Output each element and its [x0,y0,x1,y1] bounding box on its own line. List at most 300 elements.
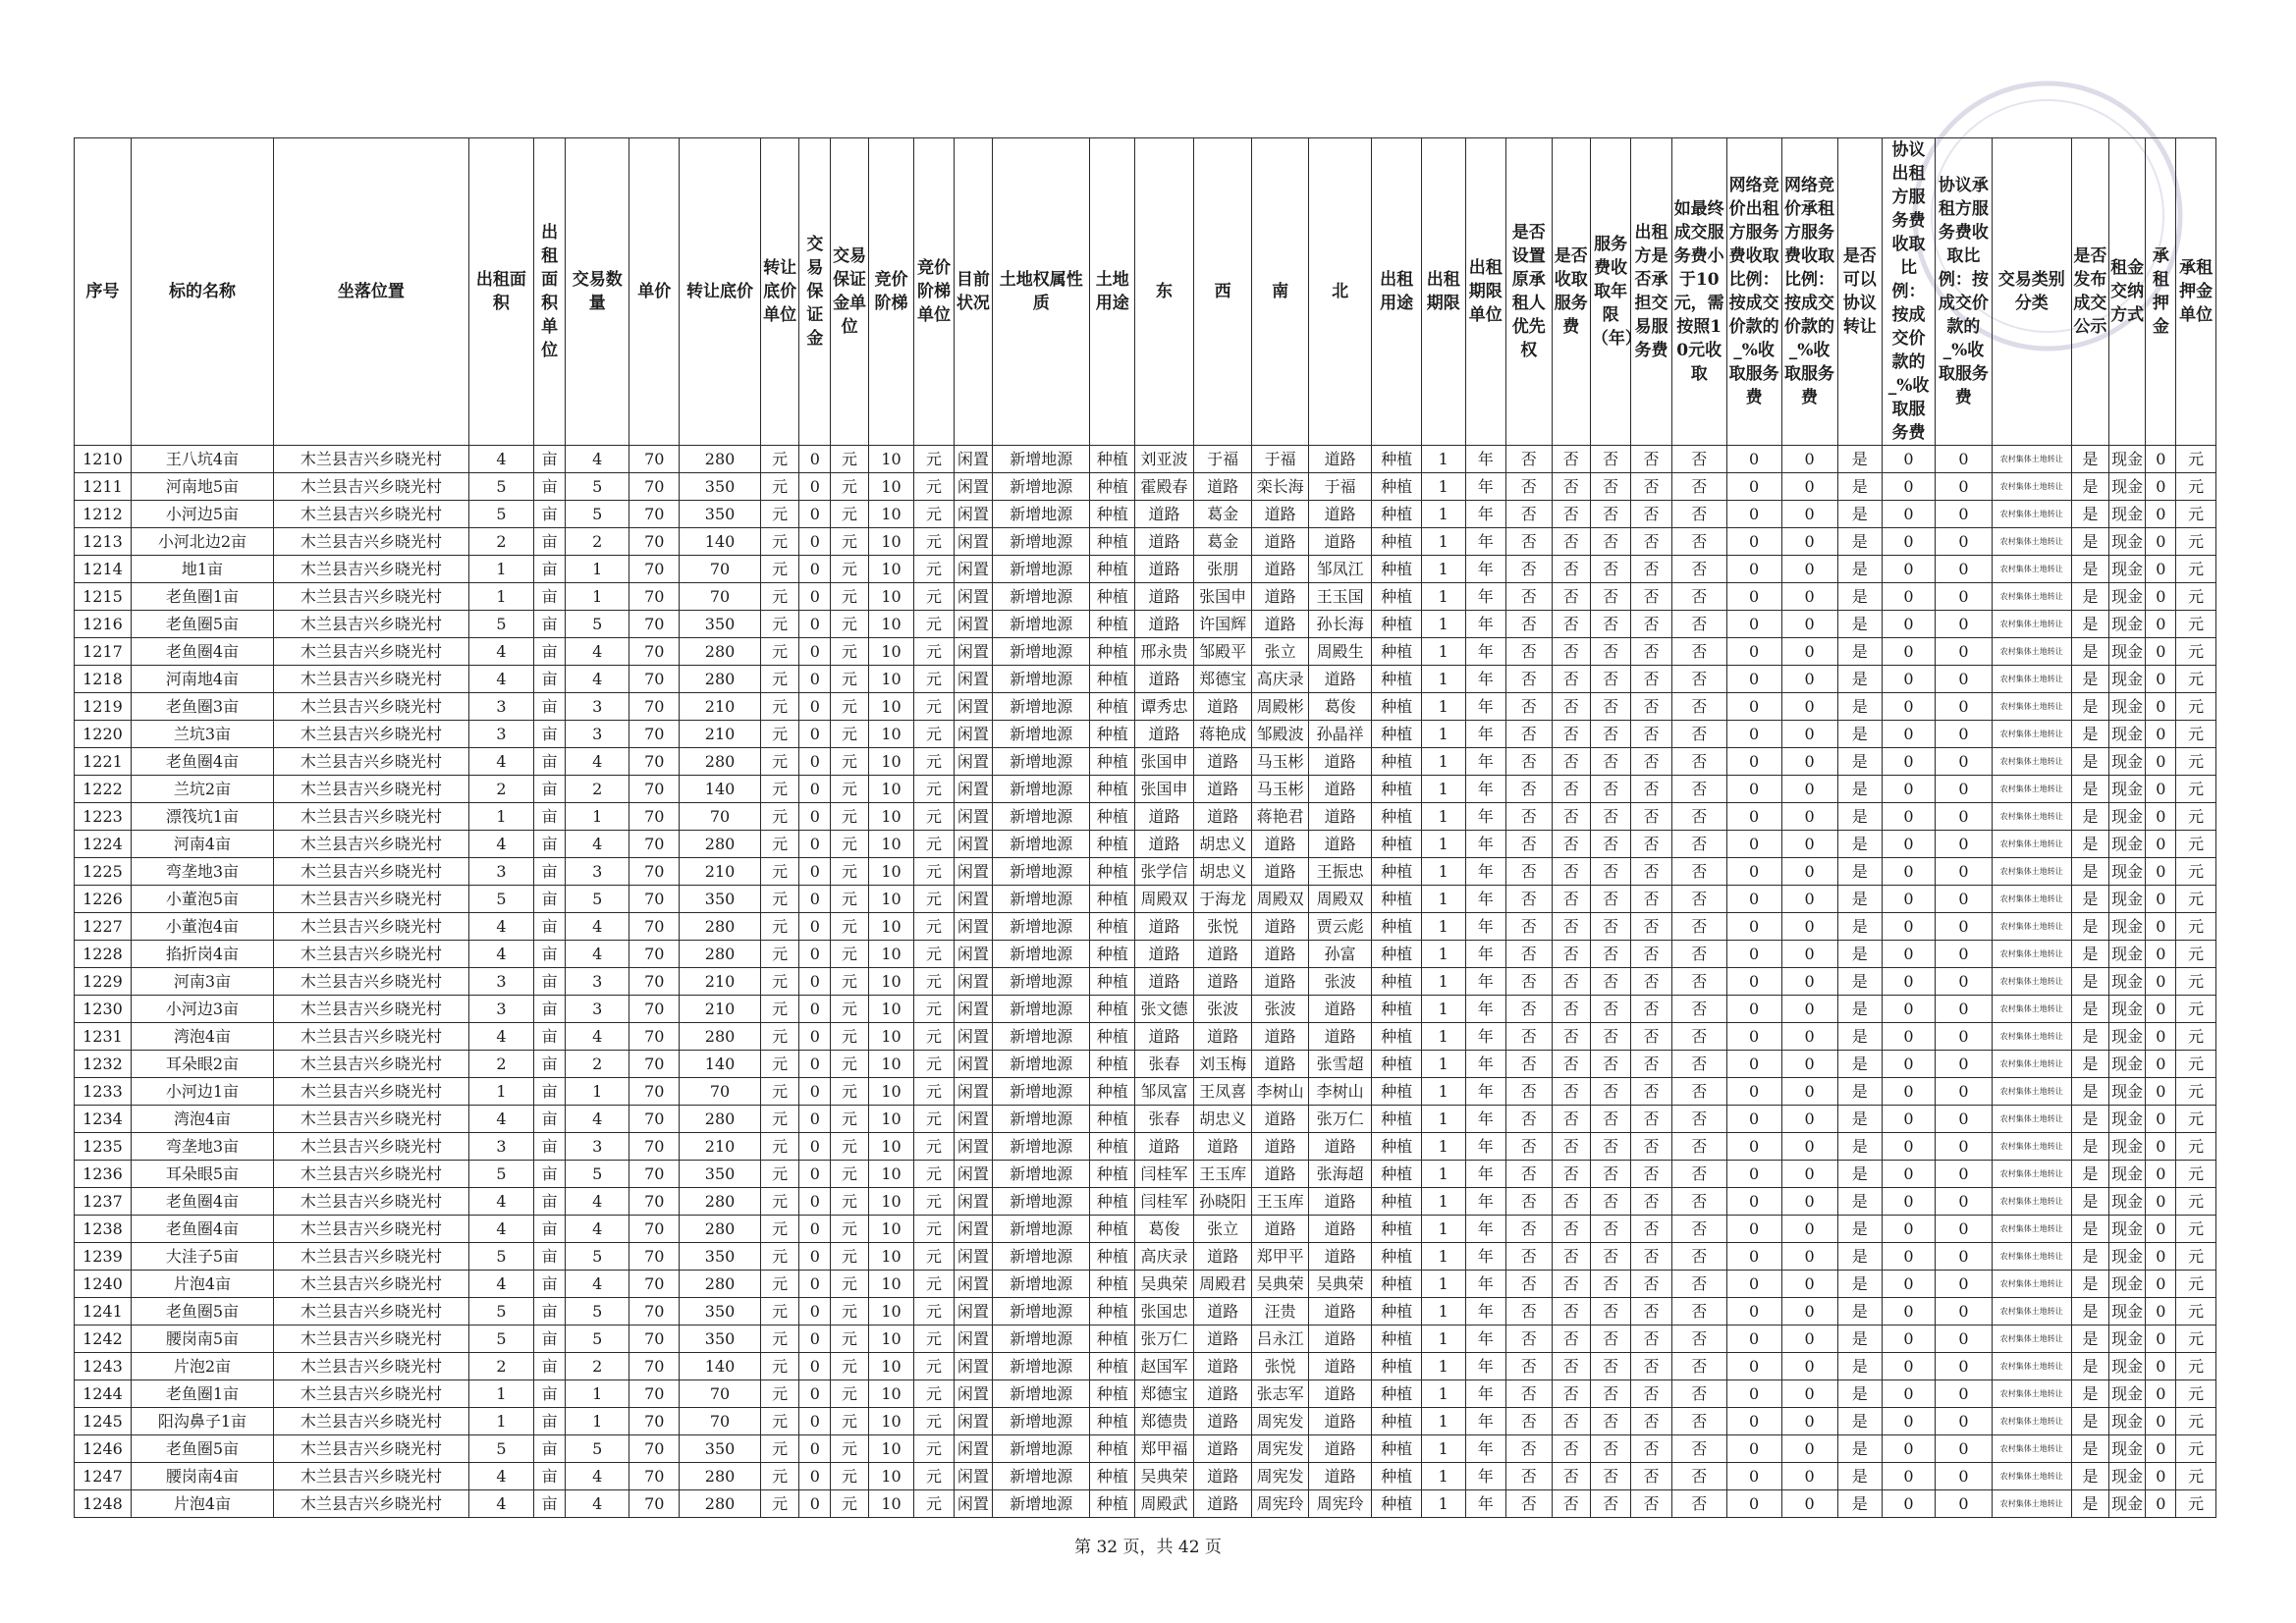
payment-method-cell: 现金 [2109,1490,2146,1518]
reserve-price-cell: 70 [680,1408,761,1435]
boundary-south-cell: 道路 [1252,1106,1309,1133]
deposit-cell: 0 [799,941,831,968]
lease-term-cell: 1 [1422,693,1466,721]
area-unit-cell: 亩 [534,968,566,996]
priority-right-cell: 否 [1505,583,1552,611]
online-lessor-fee-cell: 0 [1726,1188,1781,1216]
row-number-cell: 1238 [75,1216,132,1243]
location-cell: 木兰县吉兴乡晓光村 [273,1051,468,1078]
reserve-price-cell: 210 [680,721,761,748]
priority-right-cell: 否 [1505,446,1552,473]
reserve-price-cell: 70 [680,803,761,831]
parcel-name-cell: 掐折岗4亩 [131,941,273,968]
online-lessor-fee-cell: 0 [1726,913,1781,941]
deposit-unit-cell: 元 [831,1435,868,1463]
reserve-price-cell: 280 [680,1271,761,1298]
boundary-east-cell: 道路 [1135,913,1194,941]
transaction-category-cell: 农村集体土地转让 [1992,1051,2071,1078]
service-fee-cell: 否 [1552,1435,1590,1463]
min-fee-cell: 否 [1671,666,1726,693]
agreement-lessee-fee-cell: 0 [1935,666,1992,693]
online-lessee-fee-cell: 0 [1781,1325,1837,1353]
deposit-cell: 0 [799,1106,831,1133]
column-header: 服务费收取年限（年） [1590,138,1630,446]
payment-method-cell: 现金 [2109,1188,2146,1216]
service-fee-cell: 否 [1552,1161,1590,1188]
parcel-name-cell: 小河边3亩 [131,996,273,1023]
min-fee-cell: 否 [1671,1353,1726,1380]
boundary-west-cell: 胡忠义 [1194,858,1252,886]
deposit-amount-unit-cell: 元 [2176,996,2216,1023]
deposit-unit-cell: 元 [831,996,868,1023]
table-row [75,611,2216,638]
row-number-cell: 1242 [75,1325,132,1353]
priority-right-cell: 否 [1505,1380,1552,1408]
priority-right-cell: 否 [1505,886,1552,913]
min-fee-cell: 否 [1671,1023,1726,1051]
lease-use-cell: 种植 [1372,1380,1422,1408]
boundary-west-cell: 邹殿平 [1194,638,1252,666]
area-unit-cell: 亩 [534,1243,566,1271]
lease-term-cell: 1 [1422,1161,1466,1188]
quantity-cell: 5 [566,886,629,913]
lease-use-cell: 种植 [1372,1023,1422,1051]
boundary-east-cell: 刘亚波 [1135,446,1194,473]
transaction-category-cell: 农村集体土地转让 [1992,1380,2071,1408]
agreement-lessor-fee-cell: 0 [1883,1380,1936,1408]
quantity-cell: 4 [566,748,629,776]
current-status-cell: 闲置 [954,1188,992,1216]
lease-use-cell: 种植 [1372,968,1422,996]
agreement-lessee-fee-cell: 0 [1935,1051,1992,1078]
agreement-lessor-fee-cell: 0 [1883,638,1936,666]
online-lessee-fee-cell: 0 [1781,1051,1837,1078]
deposit-amount-cell: 0 [2146,1023,2176,1051]
column-header: 坐落位置 [273,138,468,446]
boundary-south-cell: 道路 [1252,913,1309,941]
transaction-category-cell: 农村集体土地转让 [1992,1023,2071,1051]
reserve-price-cell: 280 [680,941,761,968]
unit-price-cell: 70 [629,611,680,638]
deposit-amount-cell: 0 [2146,1243,2176,1271]
area-unit-cell: 亩 [534,941,566,968]
row-number-cell: 1234 [75,1106,132,1133]
payment-method-cell: 现金 [2109,611,2146,638]
deposit-amount-unit-cell: 元 [2176,528,2216,556]
reserve-price-unit-cell: 元 [760,1133,798,1161]
area-unit-cell: 亩 [534,583,566,611]
bid-step-unit-cell: 元 [914,693,954,721]
payment-method-cell: 现金 [2109,556,2146,583]
location-cell: 木兰县吉兴乡晓光村 [273,968,468,996]
bid-step-unit-cell: 元 [914,1023,954,1051]
deposit-cell: 0 [799,886,831,913]
payment-method-cell: 现金 [2109,1078,2146,1106]
area-unit-cell: 亩 [534,1161,566,1188]
parcel-name-cell: 湾泡4亩 [131,1106,273,1133]
boundary-east-cell: 郑德贵 [1135,1408,1194,1435]
boundary-east-cell: 周殿双 [1135,886,1194,913]
bid-step-unit-cell: 元 [914,776,954,803]
parcel-name-cell: 老鱼圈1亩 [131,583,273,611]
boundary-east-cell: 道路 [1135,666,1194,693]
agreement-lessor-fee-cell: 0 [1883,611,1936,638]
location-cell: 木兰县吉兴乡晓光村 [273,1161,468,1188]
fee-years-cell: 否 [1590,886,1630,913]
online-lessee-fee-cell: 0 [1781,638,1837,666]
deposit-unit-cell: 元 [831,886,868,913]
table-row [75,1078,2216,1106]
priority-right-cell: 否 [1505,858,1552,886]
area-unit-cell: 亩 [534,1298,566,1325]
service-fee-cell: 否 [1552,913,1590,941]
boundary-north-cell: 孙长海 [1309,611,1372,638]
deposit-unit-cell: 元 [831,1243,868,1271]
land-ownership-cell: 新增地源 [993,1078,1090,1106]
bid-step-cell: 10 [868,968,914,996]
boundary-east-cell: 邹凤富 [1135,1078,1194,1106]
agreement-lessee-fee-cell: 0 [1935,1161,1992,1188]
land-ownership-cell: 新增地源 [993,858,1090,886]
parcel-name-cell: 弯垄地3亩 [131,1133,273,1161]
agreement-transfer-cell: 是 [1837,1325,1883,1353]
online-lessor-fee-cell: 0 [1726,1051,1781,1078]
column-header: 是否收取服务费 [1552,138,1590,446]
lease-term-cell: 1 [1422,941,1466,968]
online-lessee-fee-cell: 0 [1781,1435,1837,1463]
deposit-unit-cell: 元 [831,721,868,748]
quantity-cell: 5 [566,1298,629,1325]
unit-price-cell: 70 [629,721,680,748]
unit-price-cell: 70 [629,1106,680,1133]
agreement-lessee-fee-cell: 0 [1935,1325,1992,1353]
lease-use-cell: 种植 [1372,611,1422,638]
area-unit-cell: 亩 [534,1490,566,1518]
publish-result-cell: 是 [2071,1133,2108,1161]
online-lessee-fee-cell: 0 [1781,1298,1837,1325]
priority-right-cell: 否 [1505,1408,1552,1435]
fee-years-cell: 否 [1590,1271,1630,1298]
area-cell: 5 [468,611,533,638]
deposit-cell: 0 [799,1271,831,1298]
agreement-lessee-fee-cell: 0 [1935,473,1992,501]
lease-use-cell: 种植 [1372,1051,1422,1078]
bid-step-cell: 10 [868,1161,914,1188]
online-lessor-fee-cell: 0 [1726,721,1781,748]
boundary-east-cell: 郑甲福 [1135,1435,1194,1463]
boundary-north-cell: 孙富 [1309,941,1372,968]
deposit-unit-cell: 元 [831,1463,868,1490]
column-header: 序号 [75,138,132,446]
fee-years-cell: 否 [1590,748,1630,776]
transaction-category-cell: 农村集体土地转让 [1992,886,2071,913]
boundary-north-cell: 道路 [1309,666,1372,693]
deposit-amount-unit-cell: 元 [2176,968,2216,996]
boundary-east-cell: 霍殿春 [1135,473,1194,501]
service-fee-cell: 否 [1552,803,1590,831]
table-row [75,693,2216,721]
fee-years-cell: 否 [1590,1051,1630,1078]
bid-step-unit-cell: 元 [914,1325,954,1353]
parcel-name-cell: 王八坑4亩 [131,446,273,473]
column-header: 交易保证金 [799,138,831,446]
reserve-price-cell: 350 [680,611,761,638]
deposit-amount-unit-cell: 元 [2176,721,2216,748]
deposit-amount-unit-cell: 元 [2176,1106,2216,1133]
agreement-transfer-cell: 是 [1837,913,1883,941]
parcel-name-cell: 老鱼圈4亩 [131,1216,273,1243]
table-row [75,968,2216,996]
payment-method-cell: 现金 [2109,748,2146,776]
row-number-cell: 1219 [75,693,132,721]
lease-use-cell: 种植 [1372,446,1422,473]
lease-use-cell: 种植 [1372,748,1422,776]
bid-step-cell: 10 [868,473,914,501]
boundary-west-cell: 胡忠义 [1194,1106,1252,1133]
min-fee-cell: 否 [1671,1271,1726,1298]
agreement-lessee-fee-cell: 0 [1935,693,1992,721]
lessor-pays-fee-cell: 否 [1631,693,1671,721]
deposit-cell: 0 [799,528,831,556]
min-fee-cell: 否 [1671,528,1726,556]
lease-use-cell: 种植 [1372,776,1422,803]
lease-use-cell: 种植 [1372,1243,1422,1271]
deposit-amount-cell: 0 [2146,996,2176,1023]
lease-term-unit-cell: 年 [1465,1353,1505,1380]
agreement-lessor-fee-cell: 0 [1883,1298,1936,1325]
deposit-unit-cell: 元 [831,1325,868,1353]
area-cell: 5 [468,1298,533,1325]
reserve-price-cell: 210 [680,996,761,1023]
location-cell: 木兰县吉兴乡晓光村 [273,1216,468,1243]
area-cell: 3 [468,721,533,748]
unit-price-cell: 70 [629,1188,680,1216]
deposit-amount-unit-cell: 元 [2176,1408,2216,1435]
publish-result-cell: 是 [2071,1188,2108,1216]
unit-price-cell: 70 [629,1051,680,1078]
area-unit-cell: 亩 [534,473,566,501]
reserve-price-unit-cell: 元 [760,1353,798,1380]
deposit-unit-cell: 元 [831,611,868,638]
bid-step-cell: 10 [868,501,914,528]
lease-term-cell: 1 [1422,473,1466,501]
area-cell: 3 [468,968,533,996]
bid-step-cell: 10 [868,1188,914,1216]
deposit-cell: 0 [799,1408,831,1435]
current-status-cell: 闲置 [954,638,992,666]
boundary-south-cell: 吕永江 [1252,1325,1309,1353]
land-ownership-cell: 新增地源 [993,1380,1090,1408]
reserve-price-unit-cell: 元 [760,1408,798,1435]
min-fee-cell: 否 [1671,776,1726,803]
payment-method-cell: 现金 [2109,528,2146,556]
lease-term-cell: 1 [1422,1051,1466,1078]
publish-result-cell: 是 [2071,941,2108,968]
boundary-south-cell: 道路 [1252,1161,1309,1188]
unit-price-cell: 70 [629,858,680,886]
land-ownership-cell: 新增地源 [993,446,1090,473]
boundary-west-cell: 刘玉梅 [1194,1051,1252,1078]
bid-step-cell: 10 [868,886,914,913]
publish-result-cell: 是 [2071,1161,2108,1188]
deposit-amount-cell: 0 [2146,1408,2176,1435]
boundary-south-cell: 周宪发 [1252,1463,1309,1490]
lease-use-cell: 种植 [1372,1188,1422,1216]
lessor-pays-fee-cell: 否 [1631,858,1671,886]
boundary-south-cell: 郑甲平 [1252,1243,1309,1271]
online-lessee-fee-cell: 0 [1781,1353,1837,1380]
boundary-north-cell: 道路 [1309,831,1372,858]
column-header: 出租面积单位 [534,138,566,446]
fee-years-cell: 否 [1590,611,1630,638]
area-cell: 4 [468,913,533,941]
reserve-price-unit-cell: 元 [760,968,798,996]
parcel-name-cell: 小河边5亩 [131,501,273,528]
agreement-lessee-fee-cell: 0 [1935,1133,1992,1161]
lease-use-cell: 种植 [1372,1463,1422,1490]
bid-step-cell: 10 [868,1298,914,1325]
payment-method-cell: 现金 [2109,1216,2146,1243]
boundary-west-cell: 道路 [1194,748,1252,776]
lease-term-unit-cell: 年 [1465,1051,1505,1078]
publish-result-cell: 是 [2071,1078,2108,1106]
deposit-amount-unit-cell: 元 [2176,583,2216,611]
service-fee-cell: 否 [1552,446,1590,473]
boundary-south-cell: 周宪发 [1252,1408,1309,1435]
quantity-cell: 3 [566,968,629,996]
parcel-name-cell: 小董泡5亩 [131,886,273,913]
row-number-cell: 1231 [75,1023,132,1051]
lease-term-unit-cell: 年 [1465,831,1505,858]
deposit-amount-cell: 0 [2146,1435,2176,1463]
agreement-transfer-cell: 是 [1837,1023,1883,1051]
agreement-lessee-fee-cell: 0 [1935,831,1992,858]
boundary-north-cell: 道路 [1309,1408,1372,1435]
agreement-transfer-cell: 是 [1837,1133,1883,1161]
table-row [75,666,2216,693]
lease-term-unit-cell: 年 [1465,556,1505,583]
quantity-cell: 3 [566,858,629,886]
deposit-amount-cell: 0 [2146,1106,2176,1133]
reserve-price-unit-cell: 元 [760,1298,798,1325]
boundary-south-cell: 王玉库 [1252,1188,1309,1216]
priority-right-cell: 否 [1505,528,1552,556]
quantity-cell: 5 [566,473,629,501]
bid-step-cell: 10 [868,1271,914,1298]
bid-step-cell: 10 [868,748,914,776]
bid-step-cell: 10 [868,1490,914,1518]
land-use-cell: 种植 [1090,1353,1135,1380]
area-cell: 4 [468,1490,533,1518]
boundary-east-cell: 道路 [1135,831,1194,858]
deposit-amount-unit-cell: 元 [2176,446,2216,473]
publish-result-cell: 是 [2071,1463,2108,1490]
reserve-price-cell: 280 [680,1216,761,1243]
reserve-price-cell: 350 [680,886,761,913]
deposit-amount-unit-cell: 元 [2176,473,2216,501]
area-unit-cell: 亩 [534,996,566,1023]
row-number-cell: 1228 [75,941,132,968]
deposit-cell: 0 [799,666,831,693]
publish-result-cell: 是 [2071,501,2108,528]
lease-term-cell: 1 [1422,886,1466,913]
land-use-cell: 种植 [1090,858,1135,886]
min-fee-cell: 否 [1671,611,1726,638]
deposit-unit-cell: 元 [831,1051,868,1078]
land-ownership-cell: 新增地源 [993,1463,1090,1490]
lease-term-cell: 1 [1422,501,1466,528]
lessor-pays-fee-cell: 否 [1631,1325,1671,1353]
priority-right-cell: 否 [1505,941,1552,968]
agreement-transfer-cell: 是 [1837,638,1883,666]
lessor-pays-fee-cell: 否 [1631,446,1671,473]
reserve-price-unit-cell: 元 [760,1380,798,1408]
lessor-pays-fee-cell: 否 [1631,1463,1671,1490]
lease-term-unit-cell: 年 [1465,913,1505,941]
transaction-category-cell: 农村集体土地转让 [1992,1490,2071,1518]
online-lessor-fee-cell: 0 [1726,1325,1781,1353]
payment-method-cell: 现金 [2109,638,2146,666]
boundary-south-cell: 道路 [1252,858,1309,886]
reserve-price-unit-cell: 元 [760,831,798,858]
publish-result-cell: 是 [2071,776,2108,803]
deposit-amount-cell: 0 [2146,831,2176,858]
deposit-cell: 0 [799,1353,831,1380]
location-cell: 木兰县吉兴乡晓光村 [273,748,468,776]
service-fee-cell: 否 [1552,1463,1590,1490]
deposit-amount-cell: 0 [2146,666,2176,693]
payment-method-cell: 现金 [2109,941,2146,968]
boundary-north-cell: 道路 [1309,446,1372,473]
boundary-east-cell: 闫桂军 [1135,1161,1194,1188]
min-fee-cell: 否 [1671,996,1726,1023]
land-use-cell: 种植 [1090,941,1135,968]
bid-step-cell: 10 [868,1106,914,1133]
boundary-west-cell: 道路 [1194,1133,1252,1161]
deposit-amount-cell: 0 [2146,556,2176,583]
reserve-price-unit-cell: 元 [760,1161,798,1188]
boundary-north-cell: 道路 [1309,1353,1372,1380]
reserve-price-unit-cell: 元 [760,886,798,913]
parcel-name-cell: 阳沟鼻子1亩 [131,1408,273,1435]
bid-step-unit-cell: 元 [914,1133,954,1161]
transaction-category-cell: 农村集体土地转让 [1992,528,2071,556]
table-row [75,858,2216,886]
deposit-amount-cell: 0 [2146,1271,2176,1298]
boundary-south-cell: 道路 [1252,611,1309,638]
lease-term-unit-cell: 年 [1465,638,1505,666]
area-unit-cell: 亩 [534,1325,566,1353]
boundary-north-cell: 道路 [1309,528,1372,556]
parcel-name-cell: 小河边1亩 [131,1078,273,1106]
boundary-north-cell: 道路 [1309,501,1372,528]
deposit-cell: 0 [799,501,831,528]
deposit-amount-unit-cell: 元 [2176,748,2216,776]
area-cell: 4 [468,941,533,968]
publish-result-cell: 是 [2071,1023,2108,1051]
parcel-name-cell: 老鱼圈5亩 [131,1298,273,1325]
location-cell: 木兰县吉兴乡晓光村 [273,996,468,1023]
row-number-cell: 1241 [75,1298,132,1325]
bid-step-cell: 10 [868,1023,914,1051]
publish-result-cell: 是 [2071,1271,2108,1298]
boundary-west-cell: 道路 [1194,1435,1252,1463]
online-lessee-fee-cell: 0 [1781,556,1837,583]
reserve-price-unit-cell: 元 [760,556,798,583]
area-unit-cell: 亩 [534,913,566,941]
deposit-amount-cell: 0 [2146,638,2176,666]
lease-use-cell: 种植 [1372,886,1422,913]
